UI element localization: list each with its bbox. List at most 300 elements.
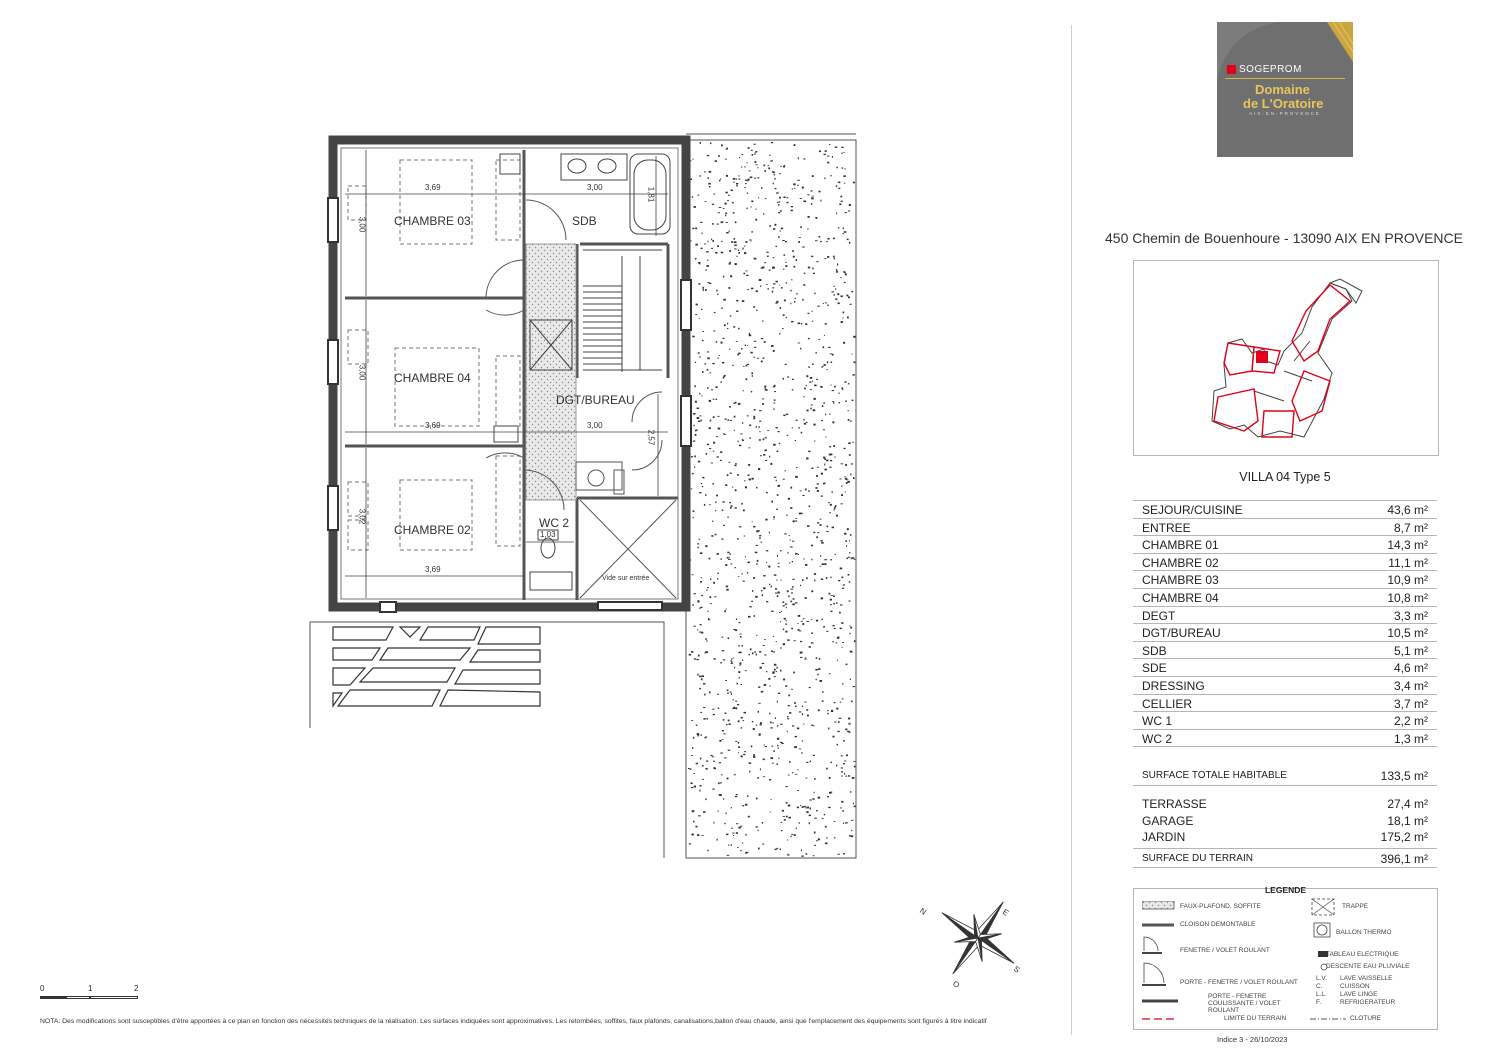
speckle (760, 667, 762, 669)
speckle (758, 848, 760, 850)
exterior-area: 18,1 m² (1387, 813, 1428, 828)
speckle (766, 562, 767, 563)
speckle (753, 306, 755, 308)
speckle (693, 737, 694, 739)
speckle (814, 573, 816, 575)
speckle (842, 810, 844, 812)
speckle (723, 659, 726, 660)
speckle (738, 720, 740, 722)
table-row (1133, 501, 1437, 519)
speckle (700, 581, 702, 583)
speckle (771, 142, 773, 143)
speckle (698, 461, 700, 463)
speckle (709, 171, 712, 173)
speckle (724, 823, 725, 824)
speckle (804, 806, 806, 807)
speckle (761, 187, 762, 189)
speckle (703, 331, 704, 332)
speckle (811, 633, 813, 634)
speckle (733, 212, 735, 214)
speckle (773, 403, 775, 404)
speckle (711, 389, 713, 390)
speckle (839, 479, 841, 480)
speckle (795, 774, 797, 775)
speckle (710, 420, 712, 422)
speckle (756, 654, 757, 656)
speckle (705, 289, 707, 291)
speckle (843, 175, 845, 177)
speckle (775, 593, 777, 594)
speckle (805, 657, 806, 658)
speckle (776, 579, 777, 580)
speckle (804, 702, 806, 703)
speckle (775, 849, 777, 850)
speckle (762, 321, 764, 322)
speckle (844, 381, 846, 382)
speckle (817, 483, 819, 484)
speckle (792, 379, 794, 380)
speckle (848, 419, 850, 421)
speckle (790, 290, 791, 292)
speckle (826, 241, 828, 242)
speckle (694, 206, 697, 208)
room-area: 11,1 m² (1388, 555, 1428, 570)
speckle (841, 387, 843, 388)
speckle (783, 816, 785, 817)
speckle (776, 509, 778, 510)
speckle (694, 456, 696, 458)
speckle (702, 765, 704, 766)
speckle (740, 434, 743, 435)
legend-title: LEGENDE (1264, 885, 1307, 895)
speckle (827, 305, 829, 306)
speckle (711, 248, 713, 249)
speckle (776, 192, 778, 193)
speckle (808, 451, 810, 452)
speckle (773, 228, 775, 230)
speckle (836, 602, 837, 604)
speckle (808, 338, 810, 339)
speckle (741, 717, 743, 719)
speckle (783, 314, 785, 316)
speckle (797, 180, 800, 181)
speckle (698, 655, 700, 657)
speckle (853, 477, 855, 479)
speckle (825, 258, 827, 259)
speckle (716, 436, 718, 437)
room-area: 3,4 m² (1393, 678, 1428, 693)
speckle (847, 239, 849, 241)
speckle (774, 477, 776, 478)
speckle (804, 273, 806, 274)
speckle (787, 639, 789, 641)
table-row (1133, 813, 1437, 830)
speckle (696, 725, 698, 726)
speckle (821, 542, 824, 544)
speckle (738, 441, 739, 443)
dimension-label: 3,02 (357, 508, 367, 525)
speckle (811, 545, 813, 547)
speckle (779, 201, 781, 202)
speckle (754, 154, 755, 155)
speckle (707, 850, 708, 852)
speckle (821, 579, 823, 581)
speckle (808, 490, 809, 492)
speckle (714, 768, 717, 770)
speckle (766, 252, 768, 253)
speckle (698, 262, 701, 264)
speckle (800, 490, 802, 491)
speckle (707, 351, 709, 352)
speckle (727, 778, 729, 780)
speckle (730, 692, 732, 693)
speckle (772, 763, 774, 764)
speckle (758, 735, 760, 736)
speckle (838, 303, 840, 305)
speckle (777, 563, 779, 564)
speckle (849, 581, 851, 582)
speckle (692, 336, 694, 338)
room-area: 43,6 m² (1387, 503, 1428, 517)
speckle (841, 776, 843, 777)
speckle (693, 821, 694, 823)
speckle (774, 676, 776, 677)
speckle (820, 555, 821, 557)
speckle (846, 558, 848, 559)
speckle (701, 734, 702, 735)
speckle (816, 657, 818, 659)
speckle (718, 428, 721, 430)
speckle (726, 222, 728, 223)
speckle (813, 725, 814, 726)
speckle (826, 577, 828, 579)
speckle (763, 454, 766, 456)
speckle (843, 342, 845, 344)
speckle (787, 376, 789, 377)
speckle (740, 684, 742, 685)
speckle (848, 718, 850, 720)
speckle (848, 211, 850, 212)
speckle (807, 621, 809, 622)
speckle (845, 491, 846, 492)
speckle (828, 807, 830, 808)
speckle (707, 260, 708, 261)
speckle (780, 670, 782, 672)
speckle (780, 210, 781, 212)
speckle (799, 631, 801, 632)
speckle (849, 723, 850, 725)
speckle (764, 684, 767, 686)
speckle (820, 540, 823, 541)
speckle (802, 247, 804, 248)
speckle (772, 722, 774, 723)
speckle (727, 557, 729, 559)
speckle (704, 738, 707, 739)
speckle (749, 333, 750, 335)
room-name: DRESSING (1142, 678, 1205, 693)
speckle (735, 507, 737, 509)
speckle (794, 145, 796, 146)
speckle (747, 289, 749, 290)
speckle (777, 738, 779, 740)
speckle (758, 686, 760, 688)
speckle (745, 556, 746, 557)
legend-item-ballon: BALLON THERMO (1336, 929, 1392, 936)
speckle (778, 748, 779, 749)
speckle (824, 559, 826, 560)
speckle (763, 358, 765, 359)
speckle (826, 531, 829, 532)
speckle (832, 156, 833, 158)
speckle (753, 728, 755, 730)
speckle (714, 330, 716, 331)
speckle (726, 813, 727, 815)
speckle (728, 557, 729, 558)
speckle (713, 582, 715, 584)
speckle (776, 641, 777, 642)
speckle (791, 592, 793, 593)
speckle (811, 619, 813, 620)
speckle (784, 300, 786, 302)
speckle (731, 563, 733, 564)
speckle (698, 547, 699, 549)
speckle (786, 282, 787, 283)
speckle (784, 165, 786, 166)
speckle (808, 313, 810, 314)
speckle (834, 386, 835, 388)
speckle (833, 736, 835, 738)
speckle (769, 532, 770, 534)
speckle (850, 791, 852, 792)
speckle (726, 175, 728, 177)
speckle (741, 727, 742, 729)
speckle (802, 579, 803, 581)
speckle (798, 241, 800, 243)
speckle (733, 326, 735, 327)
speckle (709, 400, 711, 402)
scale-label: 0 (40, 984, 45, 993)
speckle (726, 589, 728, 591)
speckle (849, 540, 850, 541)
void-over-entrance-label: Vide sur entrée (602, 575, 650, 582)
speckle (775, 717, 776, 719)
speckle (771, 345, 774, 347)
speckle (743, 273, 745, 275)
speckle (816, 679, 817, 681)
speckle (799, 749, 801, 750)
speckle (709, 186, 711, 187)
speckle (851, 835, 854, 837)
speckle (791, 689, 793, 690)
speckle (850, 627, 852, 629)
speckle (777, 494, 779, 496)
speckle (815, 217, 817, 218)
legend-item-cuisson: CUISSON (1340, 983, 1370, 990)
speckle (722, 650, 725, 651)
speckle (703, 718, 705, 720)
speckle (781, 822, 783, 823)
speckle (801, 850, 802, 852)
speckle (739, 526, 742, 527)
speckle (742, 248, 743, 250)
speckle (725, 484, 727, 486)
speckle (846, 754, 848, 756)
speckle (725, 192, 727, 194)
speckle (740, 826, 741, 828)
speckle (721, 221, 724, 223)
speckle (753, 418, 755, 419)
speckle (800, 652, 802, 654)
exterior-name: JARDIN (1142, 830, 1186, 844)
speckle (756, 798, 758, 800)
speckle (743, 720, 745, 721)
speckle (835, 147, 838, 148)
speckle (739, 445, 741, 447)
speckle (742, 439, 744, 441)
speckle (832, 401, 834, 402)
speckle (843, 227, 844, 229)
speckle (692, 810, 695, 812)
speckle (703, 707, 705, 708)
speckle (763, 439, 765, 441)
table-row (1133, 796, 1437, 813)
speckle (738, 746, 740, 748)
speckle (727, 200, 729, 201)
speckle (806, 458, 808, 460)
speckle (842, 167, 844, 168)
speckle (754, 144, 756, 145)
speckle (824, 335, 825, 336)
speckle (832, 421, 834, 423)
speckle (747, 572, 748, 574)
speckle (844, 448, 846, 449)
speckle (762, 399, 764, 400)
speckle (847, 731, 850, 732)
room-area: 10,8 m² (1387, 590, 1428, 605)
speckle (792, 250, 794, 251)
speckle (742, 843, 743, 844)
speckle (768, 288, 769, 290)
speckle (693, 441, 696, 442)
speckle (795, 518, 796, 519)
speckle (753, 416, 755, 418)
speckle (782, 810, 784, 812)
speckle (738, 752, 739, 753)
speckle (840, 568, 843, 570)
speckle (825, 826, 827, 828)
speckle (783, 479, 785, 480)
speckle (702, 779, 704, 780)
speckle (810, 408, 811, 410)
speckle (761, 361, 763, 363)
speckle (729, 723, 731, 725)
speckle (780, 724, 783, 725)
speckle (850, 534, 852, 536)
legend-abbr-c: C. (1316, 983, 1323, 990)
speckle (831, 385, 832, 386)
speckle (765, 460, 767, 461)
speckle (777, 745, 778, 747)
speckle (807, 807, 809, 809)
speckle (714, 312, 716, 313)
speckle (744, 751, 746, 752)
speckle (736, 311, 738, 312)
speckle (737, 474, 739, 476)
speckle (828, 502, 830, 503)
room-label-chambre-04: CHAMBRE 04 (394, 371, 471, 385)
speckle (830, 604, 832, 605)
speckle (734, 774, 736, 775)
speckle (724, 610, 726, 612)
speckle (841, 147, 844, 148)
speckle (694, 658, 696, 659)
speckle (816, 840, 817, 841)
speckle (707, 587, 709, 588)
speckle (785, 631, 787, 633)
speckle (770, 812, 771, 813)
speckle (732, 833, 734, 834)
speckle (764, 654, 766, 655)
speckle (798, 343, 801, 344)
speckle (803, 284, 805, 286)
speckle (742, 805, 744, 806)
speckle (754, 651, 756, 652)
speckle (848, 557, 851, 558)
dimension-label: 2,57 (646, 429, 656, 446)
speckle (726, 586, 728, 588)
speckle (827, 796, 829, 798)
legend-symbols-left (1142, 901, 1182, 1025)
speckle (819, 151, 821, 153)
speckle (759, 439, 761, 441)
speckle (722, 501, 725, 502)
speckle (793, 520, 795, 522)
speckle (822, 405, 823, 407)
speckle (823, 402, 825, 403)
speckle (697, 630, 698, 631)
speckle (712, 204, 714, 205)
speckle (701, 483, 702, 484)
speckle (848, 574, 850, 576)
speckle (783, 415, 785, 417)
speckle (838, 393, 840, 394)
speckle (736, 619, 737, 621)
speckle (723, 525, 725, 526)
speckle (747, 415, 749, 416)
speckle (727, 328, 728, 329)
speckle (803, 396, 805, 397)
speckle (701, 309, 703, 310)
speckle (830, 353, 832, 354)
speckle (836, 271, 838, 273)
speckle (799, 711, 802, 712)
staircase (583, 250, 662, 372)
speckle (699, 785, 701, 786)
speckle (752, 590, 753, 592)
speckle (822, 366, 824, 367)
speckle (845, 401, 847, 402)
speckle (716, 399, 718, 400)
windows (328, 198, 691, 612)
speckle (736, 185, 738, 187)
speckle (809, 381, 811, 382)
speckle (817, 522, 819, 524)
speckle (714, 658, 716, 659)
speckle (795, 476, 798, 478)
speckle (755, 826, 758, 827)
speckle (814, 398, 816, 400)
speckle (795, 602, 798, 603)
